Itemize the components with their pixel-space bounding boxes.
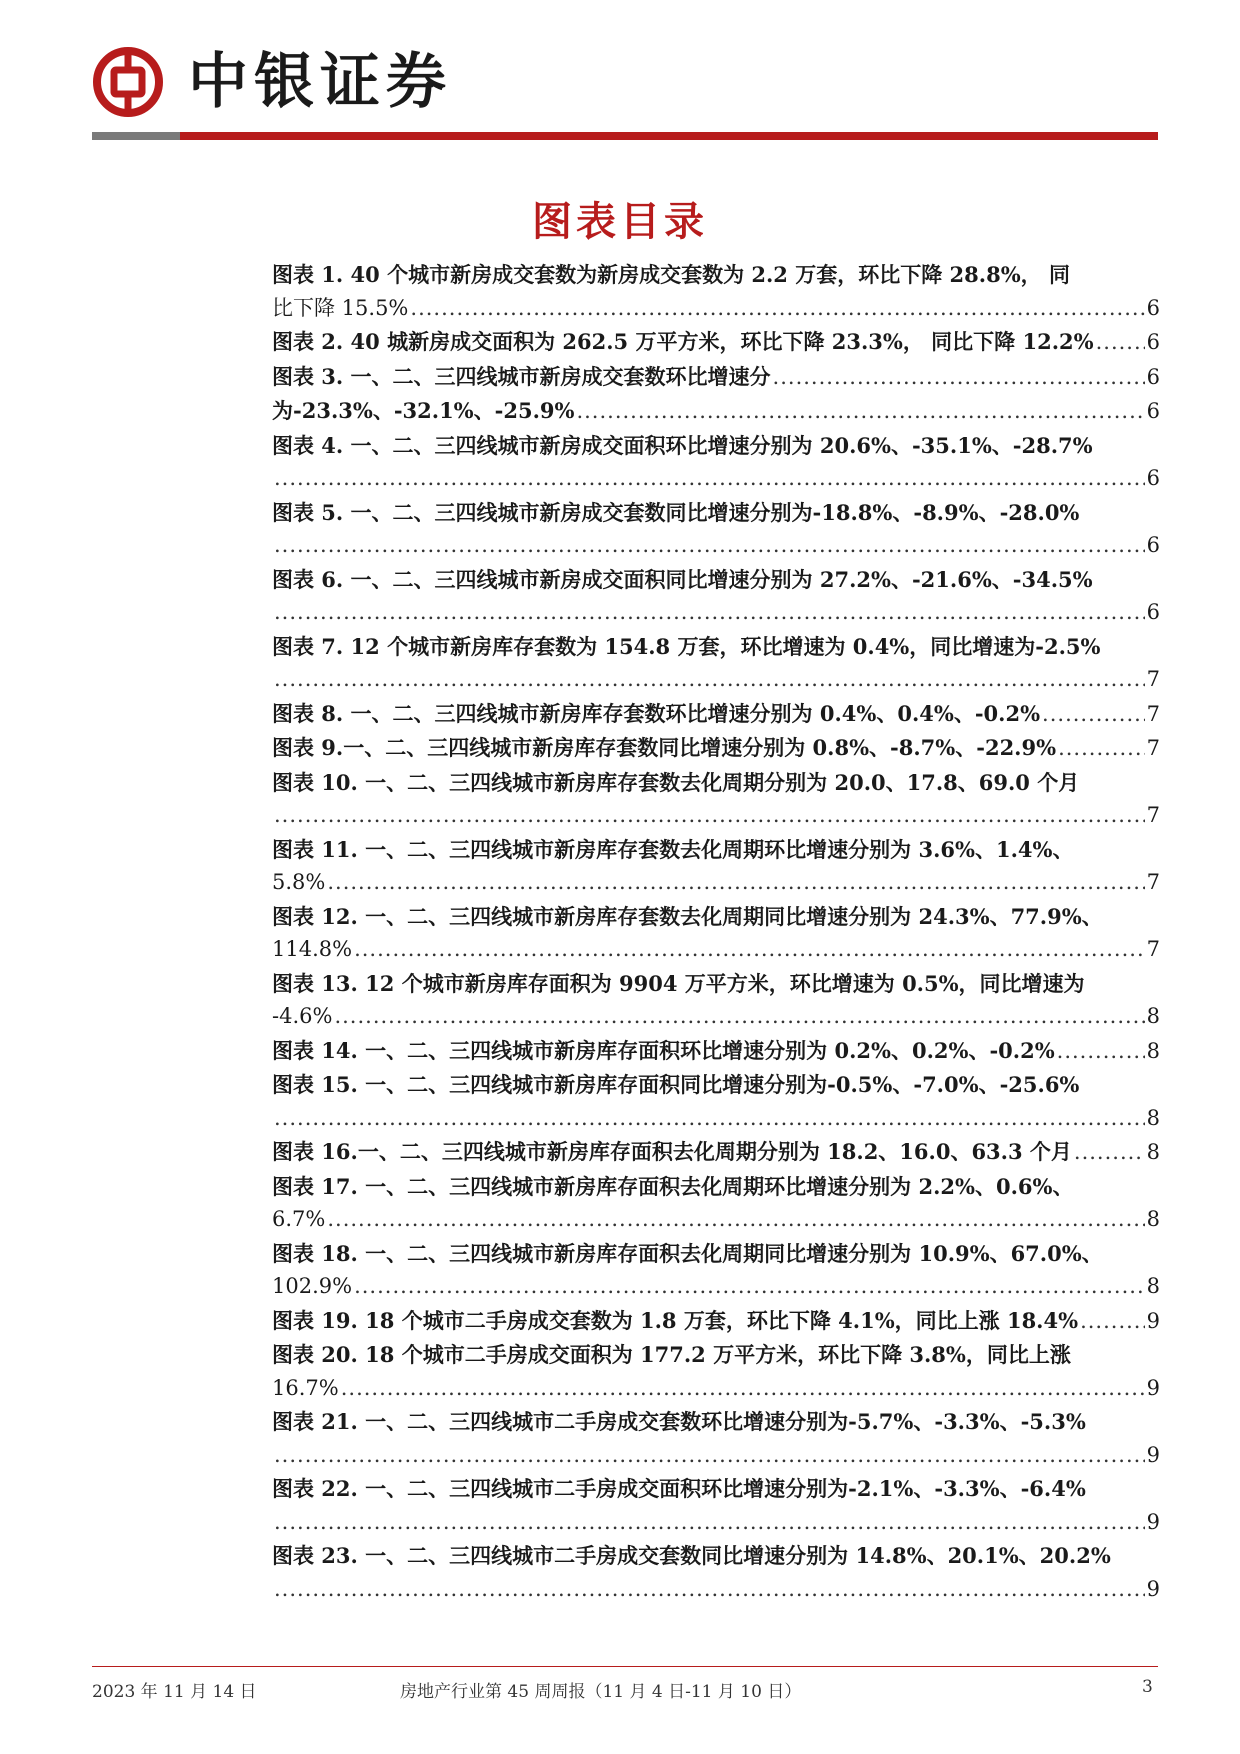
toc-entry[interactable] — [272, 1338, 1160, 1405]
dot-leader — [341, 1372, 1145, 1406]
toc-entry-page: 6 — [1146, 330, 1160, 354]
dot-leader — [1074, 1136, 1145, 1170]
toc-entry[interactable] — [272, 1304, 1160, 1339]
toc-entry-page: 8 — [1146, 1004, 1160, 1028]
dot-leader — [274, 1573, 1145, 1607]
toc-entry-text: 114.8% — [272, 937, 353, 961]
toc-entry-text: 图表 21. 一、二、三四线城市二手房成交套数环比增速分别为-5.7%、-3.3%、-5.3% — [272, 1409, 1086, 1434]
dot-leader — [274, 1506, 1145, 1540]
toc-entry-text: 图表 14. 一、二、三四线城市新房库存面积环比增速分别为 0.2%、0.2%、-0.2% — [272, 1037, 1055, 1063]
toc-entry-text: 图表 3. 一、二、三四线城市新房成交套数环比增速分 — [272, 363, 771, 389]
toc-entry[interactable] — [272, 325, 1160, 360]
footer-title: 房地产行业第 45 周周报（11 月 4 日-11 月 10 日） — [400, 1682, 802, 1702]
toc-entry-text: 图表 12. 一、二、三四线城市新房库存套数去化周期同比增速分别为 24.3%、77.9%、 — [272, 903, 1103, 929]
toc-entry[interactable] — [272, 1135, 1160, 1170]
dot-leader — [1042, 698, 1145, 732]
toc-entry-page: 6 — [1146, 466, 1160, 490]
footer-page-number: 3 — [1142, 1677, 1153, 1697]
toc-entry[interactable] — [272, 1170, 1160, 1237]
toc-entry-text: 图表 13. 12 个城市新房库存面积为 9904 万平方米，环比增速为 0.5%，同比增速为 — [272, 970, 1085, 996]
toc-entry-page: 8 — [1146, 1207, 1160, 1231]
toc-entry[interactable] — [272, 833, 1160, 900]
header-rule-grey — [92, 132, 180, 140]
toc-entry-text: 图表 10. 一、二、三四线城市新房库存套数去化周期分别为 20.0、17.8、69.0 个月 — [272, 769, 1080, 795]
brand-name: 中银证券 — [188, 47, 452, 117]
toc-entry-text: 图表 1. 40 个城市新房成交套数为新房成交套数为 2.2 万套，环比下降 28.8%， 同 — [272, 262, 1070, 287]
toc-entry-text: 图表 23. 一、二、三四线城市二手房成交套数同比增速分别为 14.8%、20.1%、20.2% — [272, 1543, 1111, 1568]
dot-leader — [1057, 1035, 1145, 1069]
dot-leader — [274, 663, 1145, 697]
toc-entry-text: 图表 16.一、二、三四线城市新房库存面积去化周期分别为 18.2、16.0、63.3 个月 — [272, 1139, 1072, 1164]
toc-entry[interactable] — [272, 630, 1160, 697]
toc-entry-page: 7 — [1146, 870, 1160, 894]
toc-entry-text: 图表 20. 18 个城市二手房成交面积为 177.2 万平方米，环比下降 3.8%，同比上涨 — [272, 1342, 1071, 1367]
dot-leader — [274, 596, 1145, 630]
toc-list — [272, 258, 1160, 1606]
header-rule-red — [180, 132, 1158, 140]
toc-entry[interactable] — [272, 394, 1160, 429]
toc-entry-page: 7 — [1146, 736, 1160, 760]
toc-entry-page: 8 — [1146, 1038, 1160, 1063]
toc-entry[interactable] — [272, 1237, 1160, 1304]
toc-entry[interactable] — [272, 900, 1160, 967]
toc-entry-text: 图表 2. 40 城新房成交面积为 262.5 万平方米，环比下降 23.3%， 同比下降 12.2% — [272, 329, 1094, 354]
toc-entry[interactable] — [272, 360, 1160, 395]
toc-entry-text: 图表 15. 一、二、三四线城市新房库存面积同比增速分别为-0.5%、-7.0%、-25.6% — [272, 1072, 1080, 1097]
toc-entry-page: 8 — [1146, 1140, 1160, 1164]
dot-leader — [274, 529, 1145, 563]
toc-entry-text: 图表 17. 一、二、三四线城市新房库存面积去化周期环比增速分别为 2.2%、0.6%、 — [272, 1173, 1074, 1199]
toc-entry-text: 图表 19. 18 个城市二手房成交套数为 1.8 万套，环比下降 4.1%，同比上涨 18.4% — [272, 1307, 1079, 1333]
footer-rule — [92, 1666, 1158, 1667]
toc-entry-text: 图表 6. 一、二、三四线城市新房成交面积同比增速分别为 27.2%、-21.6%、-34.5% — [272, 566, 1093, 592]
toc-entry-text: 16.7% — [272, 1375, 339, 1400]
toc-entry[interactable] — [272, 563, 1160, 630]
toc-entry-text: 5.8% — [272, 870, 326, 894]
toc-entry-page: 9 — [1146, 1442, 1160, 1467]
toc-entry-page: 6 — [1146, 364, 1160, 389]
toc-entry-page: 9 — [1146, 1375, 1160, 1400]
dot-leader — [354, 1270, 1145, 1304]
toc-entry-page: 9 — [1146, 1576, 1160, 1601]
toc-entry-page: 8 — [1146, 1274, 1160, 1298]
dot-leader — [274, 799, 1145, 833]
dot-leader — [274, 462, 1145, 496]
toc-entry[interactable] — [272, 1539, 1160, 1606]
toc-entry-text: 比下降 15.5% — [272, 295, 409, 320]
toc-entry[interactable] — [272, 1405, 1160, 1472]
toc-entry-page: 6 — [1146, 533, 1160, 557]
toc-entry-text: 图表 9.一、二、三四线城市新房库存套数同比增速分别为 0.8%、-8.7%、-22.9% — [272, 735, 1057, 760]
toc-entry-page: 8 — [1146, 1105, 1160, 1130]
dot-leader — [1080, 1305, 1145, 1339]
toc-entry[interactable] — [272, 766, 1160, 833]
toc-title: 图表目录 — [532, 198, 708, 245]
toc-entry-text: 图表 11. 一、二、三四线城市新房库存套数去化周期环比增速分别为 3.6%、1.4%、 — [272, 836, 1074, 862]
dot-leader — [334, 1000, 1144, 1034]
toc-entry[interactable] — [272, 967, 1160, 1034]
footer-date: 2023 年 11 月 14 日 — [92, 1682, 257, 1702]
dot-leader — [576, 395, 1144, 429]
dot-leader — [410, 292, 1144, 326]
dot-leader — [327, 1203, 1144, 1237]
toc-entry[interactable] — [272, 1068, 1160, 1135]
toc-entry[interactable] — [272, 731, 1160, 766]
toc-entry-text: 图表 22. 一、二、三四线城市二手房成交面积环比增速分别为-2.1%、-3.3%、-6.4% — [272, 1476, 1086, 1501]
toc-entry-text: 6.7% — [272, 1207, 326, 1231]
dot-leader — [274, 1439, 1145, 1473]
toc-entry-page: 7 — [1146, 803, 1160, 827]
dot-leader — [274, 1102, 1145, 1136]
toc-entry[interactable] — [272, 429, 1160, 496]
page-header — [92, 40, 1172, 120]
dot-leader — [1058, 732, 1145, 766]
toc-entry-page: 6 — [1146, 295, 1160, 320]
toc-entry-page: 7 — [1146, 667, 1160, 691]
toc-entry-text: 图表 4. 一、二、三四线城市新房成交面积环比增速分别为 20.6%、-35.1%、-28.7% — [272, 432, 1093, 458]
toc-entry[interactable] — [272, 258, 1160, 325]
toc-entry[interactable] — [272, 496, 1160, 563]
bank-of-china-logo-icon — [92, 46, 164, 118]
toc-entry-page: 7 — [1146, 937, 1160, 961]
toc-entry-text: 图表 8. 一、二、三四线城市新房库存套数环比增速分别为 0.4%、0.4%、-0.2% — [272, 700, 1041, 726]
toc-entry-page: 6 — [1146, 399, 1160, 423]
dot-leader — [773, 361, 1145, 395]
toc-entry-page: 9 — [1146, 1308, 1160, 1333]
toc-entry[interactable] — [272, 697, 1160, 732]
toc-entry-page: 6 — [1146, 600, 1160, 624]
toc-entry-text: 图表 7. 12 个城市新房库存套数为 154.8 万套，环比增速为 0.4%，同比增速为-2.5% — [272, 633, 1101, 659]
toc-entry-text: 102.9% — [272, 1274, 353, 1298]
dot-leader — [354, 933, 1145, 967]
toc-entry-text: -4.6% — [272, 1004, 333, 1028]
toc-entry[interactable] — [272, 1472, 1160, 1539]
toc-entry[interactable] — [272, 1034, 1160, 1069]
toc-entry-page: 7 — [1146, 701, 1160, 726]
dot-leader — [327, 866, 1144, 900]
toc-entry-text: 图表 5. 一、二、三四线城市新房成交套数同比增速分别为-18.8%、-8.9%、-28.0% — [272, 499, 1080, 525]
toc-entry-text: 图表 18. 一、二、三四线城市新房库存面积去化周期同比增速分别为 10.9%、67.0%、 — [272, 1240, 1103, 1266]
toc-entry-text: 为-23.3%、-32.1%、-25.9% — [272, 398, 575, 423]
dot-leader — [1096, 326, 1145, 360]
toc-entry-page: 9 — [1146, 1509, 1160, 1534]
